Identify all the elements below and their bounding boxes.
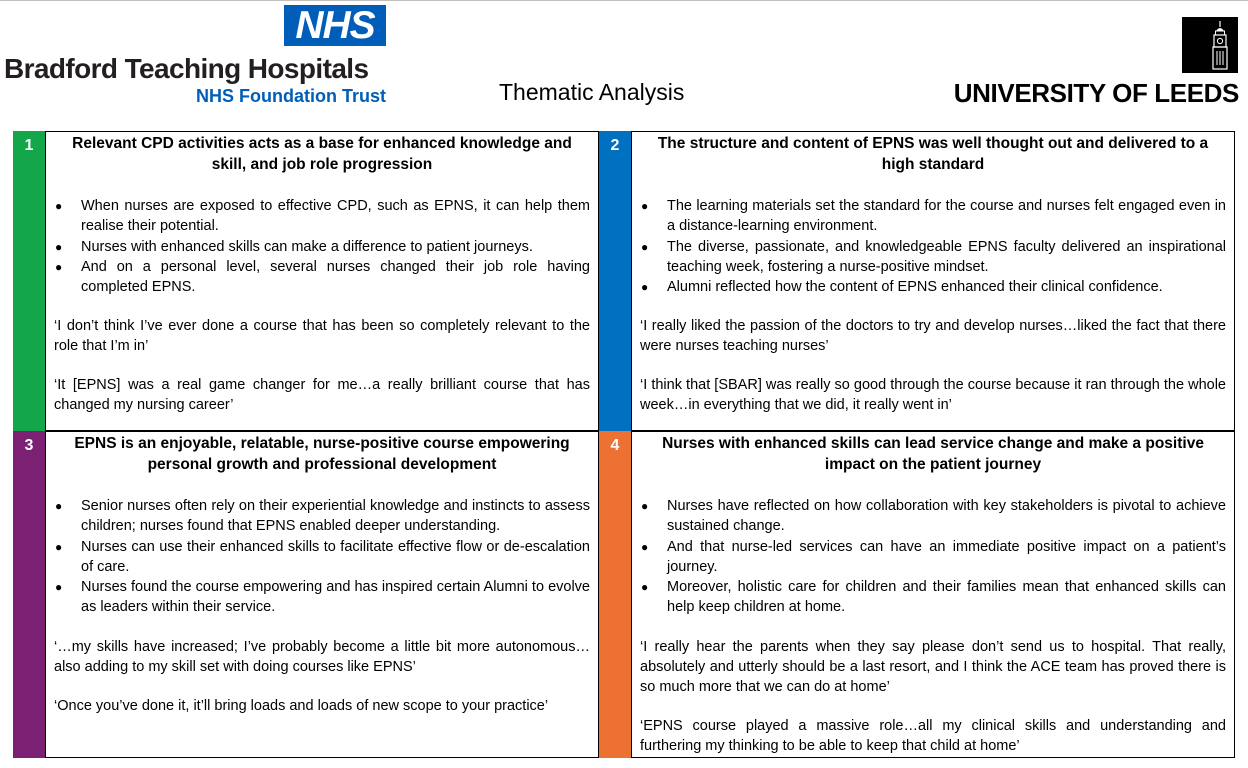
theme-quote: ‘…my skills have increased; I’ve probably become a little bit more autonomous…also adding to my skill set with doing courses like EPNS’: [54, 638, 590, 675]
bullet-icon: ●: [55, 539, 63, 554]
theme-number-badge: 2: [599, 131, 631, 431]
theme-cell-1: [13, 131, 599, 431]
bullet-item: ● And on a personal level, several nurses changed their job role having completed EPNS.: [55, 258, 590, 296]
theme-number-badge: 4: [599, 431, 631, 758]
theme-heading: The structure and content of EPNS was well thought out and delivered to a high standard: [657, 135, 1209, 173]
trust-name: Bradford Teaching Hospitals: [4, 53, 369, 84]
bullet-icon: ●: [641, 499, 649, 513]
bullet-icon: ●: [641, 539, 649, 554]
theme-bullets: [640, 496, 1226, 618]
bullet-icon: ●: [641, 580, 649, 595]
theme-cell-4: [599, 431, 1235, 758]
theme-content: [45, 131, 599, 431]
theme-quote: ‘I don’t think I’ve ever done a course that has been so completely relevant to the role that I’m in’: [54, 318, 590, 355]
bullet-icon: ●: [55, 239, 63, 254]
trust-subtitle: NHS Foundation Trust: [196, 86, 386, 106]
bullet-icon: ●: [55, 199, 63, 213]
theme-quote: ‘I think that [SBAR] was really so good through the course because it ran through the whole week…in everything that we did, it really went in’: [640, 377, 1226, 414]
theme-content: [631, 431, 1235, 758]
theme-quote: ‘I really liked the passion of the doctors to try and develop nurses…liked the fact that there were nurses teaching nurses’: [640, 318, 1226, 355]
bullet-item: ● Moreover, holistic care for children and their families mean that enhanced skills can help keep children at home.: [641, 579, 1226, 616]
bullet-icon: ●: [55, 499, 63, 513]
bullet-item: ● When nurses are exposed to effective CPD, such as EPNS, it can help them realise their potential.: [55, 198, 590, 235]
bullet-item: ● Nurses can use their enhanced skills to facilitate effective flow or de-escalation of care.: [55, 538, 590, 575]
bullet-icon: ●: [641, 199, 649, 213]
theme-heading: Relevant CPD activities acts as a base for enhanced knowledge and skill, and job role progression: [72, 135, 572, 173]
theme-content: [45, 431, 599, 758]
bullet-icon: ●: [55, 259, 63, 274]
university-name: UNIVERSITY OF LEEDS: [953, 78, 1239, 108]
theme-quote: ‘I really hear the parents when they say please don’t send us to hospital. That really, absolutely and utterly should be a last resort, and I think the ACE team has proved there is so much more that we can do at home’: [640, 638, 1226, 695]
theme-cell-3: [13, 431, 599, 758]
bullet-icon: ●: [641, 280, 649, 295]
theme-quote: ‘Once you’ve done it, it’ll bring loads and loads of new scope to your practice’: [54, 697, 549, 714]
page-title: Thematic Analysis: [499, 79, 685, 105]
bullet-item: ● The diverse, passionate, and knowledgeable EPNS faculty delivered an inspirational teaching week, fostering a nurse-positive mindset.: [641, 238, 1226, 275]
bullet-item: ● The learning materials set the standard for the course and nurses felt engaged even in a distance-learning environment.: [641, 198, 1226, 235]
theme-quote: ‘It [EPNS] was a real game changer for me…a really brilliant course that has changed my nursing career’: [54, 377, 590, 414]
bullet-item: ● Alumni reflected how the content of EPNS enhanced their clinical confidence.: [667, 277, 1226, 297]
bullet-item: ● Senior nurses often rely on their experiential knowledge and instincts to assess children; nurses found that EPNS enabled deeper understanding.: [55, 498, 590, 535]
nhs-logo: NHS: [284, 5, 386, 46]
theme-bullets: [640, 196, 1226, 297]
themes-grid: [13, 131, 1235, 758]
bullet-icon: ●: [641, 239, 649, 254]
bullet-item: ● And that nurse-led services can have an immediate positive impact on a patient’s journey.: [641, 538, 1226, 575]
theme-heading: Nurses with enhanced skills can lead service change and make a positive impact on the patient journey: [662, 435, 1204, 473]
bullet-item: ● Nurses with enhanced skills can make a difference to patient journeys.: [81, 237, 590, 257]
theme-quote: ‘EPNS course played a massive role…all my clinical skills and understanding and furthering my thinking to be able to keep that child at home’: [640, 717, 1226, 754]
theme-bullets: [54, 496, 590, 618]
leeds-tower-icon: [1182, 17, 1238, 73]
theme-bullets: [54, 196, 590, 297]
bullet-item: ● Nurses have reflected on how collaboration with key stakeholders is pivotal to achieve sustained change.: [641, 498, 1226, 535]
bullet-icon: ●: [55, 580, 63, 595]
bullet-item: ● Nurses found the course empowering and has inspired certain Alumni to evolve as leaders within their service.: [55, 579, 590, 616]
theme-heading: EPNS is an enjoyable, relatable, nurse-positive course empowering personal growth and professional development: [74, 435, 570, 473]
theme-content: [631, 131, 1235, 431]
theme-number-badge: 3: [13, 431, 45, 758]
theme-cell-2: [599, 131, 1235, 431]
top-divider: [0, 0, 1248, 1]
theme-number-badge: 1: [13, 131, 45, 431]
